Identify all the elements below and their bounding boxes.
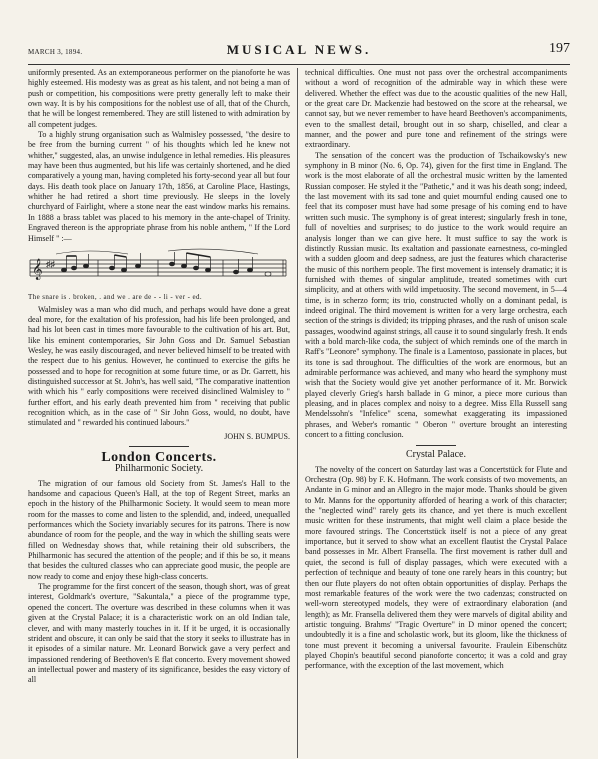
walmisley-paragraph-3: Walmisley was a man who did much, and perhaps would have done a great deal more, for the exaltation of his profession, had his life been prolonged, and had his lot been cast in times more favourable to the cultivation of his art. But, like his eminent contemporaries, Sir John Goss and Dr. Samuel Sebastian Wesley, he was easily discouraged, and never believed himself to be treated with the respect due to his genius. However, he continued to exercise the gifts he possessed and to hope for recognition at some future time, or as Dr. Garrett, his distinguished successor at St. John's, has well said, "The comparative inattention with which his " early compositions were received disinclined Walmisley to " further effort, and his early death prevented him from " receiving that public recognition which, as in the case of " Sir John Goss, would, no doubt, have stimulated and " rewarded his continued labours.": [28, 304, 290, 428]
philharmonic-paragraph-3: technical difficulties. One must not pass over the orchestral accompaniments without a word of recognition of the admirable way in which these were delivered. Whether the effect was due to the acoustic qualities of the new Hall, or the great care Dr. Mackenzie had bestowed on the score at the rehearsal, we cannot say, but we never remember to have heard Beethoven's accompaniments, even to the smallest detail, brought out in so sharp, chiselled, and clear a manner, and the power and pure tone and refinement of the strings were extraordinary.: [305, 68, 567, 150]
section-divider: [416, 445, 456, 446]
tschaikowsky-paragraph: The sensation of the concert was the production of Tschaikowsky's new symphony in B minor (No. 6, Op. 74), given for the first time in England. The work is the most elaborate of all the orchestral music written by the lamented Russian composer. He styled it the "Pathetic," and it was his death song; indeed, the last movement with its sad tone and quiet mournful ending caused one to feel that its composer must have had some presage of his coming end to have written such music. The symphony is of great interest; singularly fresh in tone, full of novelties and surprises; to do justice to the work would require an analysis longer than we can give here. It must suffice to say the work is distinctly Russian music. Its exaltation and passionate earnestness, co-mingled with a sudden gloom and deep sadness, are just the features which characterise the music of this northern people. The first movement is intensely dramatic; it is furnished with themes of singular amplitude, treated sometimes with curt simplicity, and at others with wild impetuosity. The second movement, in 5—4 time, is in scherzo form; its trio, constructed wholly on a dominant pedal, is indeed original. The third movement is written for a very large orchestra, each section of the strings is divided; its tripping phrases, and the rush of unison scale passages, woodwind against strings, all cause it to sound singularly fresh. It ends with a bold march-like coda, the subject of which reminds one of the march in Raff's "Leonore" symphony. The finale is a Lamentoso, passionate in places, but its tone is sad throughout. The difficulties of the work are enormous, but an admirable performance was achieved, and many who heard the symphony must wish that the Society would give yet another performance of it. Mr. Borwick played cleverly Grieg's harsh ballade in G minor, a piece more curious than pleasing, and in places complex and noisy to a degree. Miss Ella Russell sang Mendelssohn's "Infelice" scena, somewhat exaggerating its impassioned phrases, and Weber's romantic " Oberon " overture brought an interesting concert to a fitting conclusion.: [305, 150, 567, 440]
philharmonic-paragraph-1: The migration of our famous old Society from St. James's Hall to the handsome and capacious Queen's Hall, at the top of Regent Street, marks an epoch in the history of the Philharmonic Society. It would seem to mean more room for the masses to come and listen to the splendid, and, indeed, unequalled performances which the Society invariably secures for its patrons. There is now abundance of room for the people, and the way in which the shilling seats were filled on Wednesday shows that, while retaining their old subscribers, the Philharmonic has secured the attention of the people; and if this be so, it means that besides the cultured classes who can appreciate good music, the people are now ready to come and enjoy these high-class concerts.: [28, 478, 290, 581]
header-rule: [28, 64, 570, 65]
section-title: London Concerts.: [101, 450, 217, 465]
music-staff-illustration: [28, 248, 290, 288]
walmisley-paragraph-1: uniformly presented. As an extemporaneous performer on the pianoforte he was highly esteemed. His modesty was as great as his talent, and not being a man of push or competition, his compositions were pretty generally left to make their own way. It is by his compositions for the noblest use of all, that of the Church, that he will be longest remembered. They are still listened to with admiration by all competent judges.: [28, 68, 290, 129]
svg-text:♯♯: ♯♯: [46, 258, 55, 269]
page-number: 197: [549, 41, 570, 56]
philharmonic-paragraph-2: The programme for the first concert of the season, though short, was of great interest, Goldmark's overture, "Sakuntala," a piece of the programme type, opened the concert. The overture was described in these columns when it was given at the Crystal Palace; it is a characteristic work on an old Indian tale, clever, and with many masterly touches in it. If it be urged, it is occasionally strident and obscure, it can only be said that the story it seeks to illustrate has in it episodes of a similar nature. Mr. Leonard Borwick gave a very perfect and impassioned rendering of Beethoven's E flat concerto. Every movement showed an intellectual power and mastery of its significance, besides the easy victory of all: [28, 582, 290, 685]
publication-title: MUSICAL NEWS.: [226, 42, 372, 57]
walmisley-paragraph-2: To a highly strung organisation such as Walmisley possessed, "the desire to be free from the burning current " of his thoughts which led he knew not whither," suggested, alas, an unwise indulgence in lethal remedies. His pleasures may have been thus augmented, but his life was certainly shortened, and he died comparatively a young man, having completed his forty-second year all but four days. His death took place on January 17th, 1856, at Caroline Place, Hastings, whither he had retired a short time previously. He sleeps in the lovely churchyard of Fairlight, where a stone near the east window marks his remains. In 1888 a brass tablet was placed to his memory in the ante-chapel of Trinity. Engraved thereon is the appropriate phrase from his noble anthem, " If the Lord Himself " :—: [28, 130, 290, 243]
right-column: [305, 68, 567, 672]
philharmonic-subheading: Philharmonic Society.: [114, 463, 204, 475]
music-lyrics: The snare is . broken, . and we . are de - - li - ver - ed.: [28, 293, 203, 302]
section-divider: [129, 446, 189, 447]
page-header: [28, 40, 570, 62]
left-column: [28, 68, 290, 686]
music-example: [28, 248, 290, 303]
svg-text:𝄞: 𝄞: [32, 258, 43, 280]
column-divider: [297, 68, 298, 758]
author-signature: JOHN S. BUMPUS.: [224, 431, 290, 441]
crystal-palace-subheading: Crystal Palace.: [406, 449, 466, 461]
crystal-palace-paragraph: The novelty of the concert on Saturday last was a Concertstück for Flute and Orchestra (Op. 98) by F. K. Hofmann. The work consists of two movements, an Andante in G minor and an Allegro in the major mode. Thanks should be given to Mr. Manns for the opportunity afforded of hearing a work of this character; the "neglected wind" rarely gets its chance, and yet there is much excellent music written for these instruments, that might well claim a place beside the more favoured strings. The Concertstück itself is not a piece of any great importance, but it served to show what an excellent flautist the Crystal Palace band possesses in Mr. Albert Fransella. The first movement is rather dull and quiet, the second is full of display passages, which were executed with a perfection of technique and beauty of tone one rarely hears in this country; but then our flute players do not often obtain opportunities of display. Perhaps the most remarkable features of the work were the two cadenzas; constructed on well-worn stereotyped models, they were of extraordinary elaboration (and length); as Mr. Fransella delivered them they were marvels of digital ability and artistic tonguing. Brahms' "Tragic Overture" in D minor opened the concert; undoubtedly it is a fine and scholastic work, but its gloom, like the thickness of tone must prevent it becoming a universal favourite. Fraulein Eibenschütz played Chopin's beautiful second pianoforte concerto; it was a cold and gray performance, with the exception of the last movement, which: [305, 464, 567, 671]
issue-date: MARCH 3, 1894.: [28, 48, 83, 56]
